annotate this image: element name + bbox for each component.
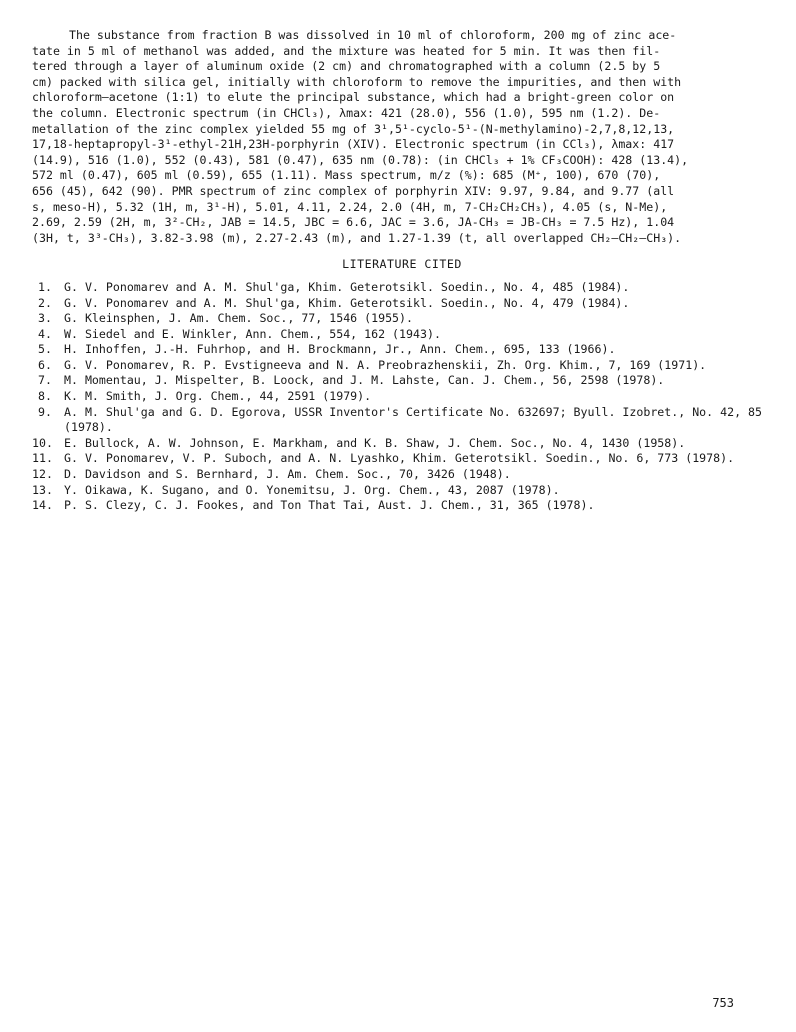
reference-number: 1. (38, 279, 52, 294)
reference-text: G. Kleinsphen, J. Am. Chem. Soc., 77, 1546 (1955). (64, 311, 414, 326)
reference-text: A. M. Shul'ga and G. D. Egorova, USSR Inventor's Certificate No. 632697; Byull. Izobret., No. 42, 85 (1978). (64, 404, 763, 435)
page-number: 753 (712, 996, 734, 1010)
body-line: cm) packed with silica gel, initially with chloroform to remove the impurities, and then with (32, 74, 682, 89)
reference-number: 4. (38, 326, 52, 341)
reference-item (32, 451, 772, 467)
reference-number: 11. (32, 451, 53, 466)
reference-text: P. S. Clezy, C. J. Fookes, and Ton That Tai, Aust. J. Chem., 31, 365 (1978). (64, 498, 595, 513)
references-title: LITERATURE CITED (342, 257, 462, 272)
reference-number: 3. (38, 311, 52, 326)
page (32, 28, 772, 514)
reference-number: 12. (32, 467, 53, 482)
reference-item (32, 498, 772, 514)
reference-text: E. Bullock, A. W. Johnson, E. Markham, and K. B. Shaw, J. Chem. Soc., No. 4, 1430 (1958). (64, 435, 686, 450)
body-line: 17,18-heptapropyl-3¹-ethyl-21H,23H-porphyrin (XIV). Electronic spectrum (in CCl₃), λmax: 417 (32, 137, 675, 152)
body-paragraph (32, 28, 772, 246)
reference-item (32, 436, 772, 452)
reference-text: H. Inhoffen, J.-H. Fuhrhop, and H. Brockmann, Jr., Ann. Chem., 695, 133 (1966). (64, 342, 616, 357)
reference-number: 13. (32, 482, 53, 497)
body-line: the column. Electronic spectrum (in CHCl₃), λmax: 421 (28.0), 556 (1.0), 595 nm (1.2). De- (32, 105, 661, 120)
reference-item (32, 389, 772, 405)
body-line: tate in 5 ml of methanol was added, and the mixture was heated for 5 min. It was then fil- (32, 43, 661, 58)
body-line: chloroform–acetone (1:1) to elute the principal substance, which had a bright-green color on (32, 90, 675, 105)
reference-item (32, 311, 772, 327)
reference-text: K. M. Smith, J. Org. Chem., 44, 2591 (1979). (64, 389, 372, 404)
reference-text: M. Momentau, J. Mispelter, B. Loock, and J. M. Lahste, Can. J. Chem., 56, 2598 (1978). (64, 373, 665, 388)
reference-item (32, 405, 772, 436)
reference-text: W. Siedel and E. Winkler, Ann. Chem., 554, 162 (1943). (64, 326, 441, 341)
reference-number: 6. (38, 357, 52, 372)
reference-text: D. Davidson and S. Bernhard, J. Am. Chem. Soc., 70, 3426 (1948). (64, 467, 511, 482)
body-line: 2.69, 2.59 (2H, m, 3²-CH₂, JAB = 14.5, JBC = 6.6, JAC = 3.6, JA-CH₃ = JB-CH₃ = 7.5 Hz), 1.04 (32, 215, 675, 230)
reference-item (32, 358, 772, 374)
body-line: 572 ml (0.47), 605 ml (0.59), 655 (1.11). Mass spectrum, m/z (%): 685 (M⁺, 100), 670 (70), (32, 168, 661, 183)
body-line: metallation of the zinc complex yielded 55 mg of 3¹,5¹-cyclo-5¹-(N-methylamino)-2,7,8,12,13, (32, 121, 675, 136)
reference-number: 2. (38, 295, 52, 310)
reference-number: 8. (38, 389, 52, 404)
reference-text: G. V. Ponomarev and A. M. Shul'ga, Khim. Geterotsikl. Soedin., No. 4, 485 (1984). (64, 279, 630, 294)
body-line: (14.9), 516 (1.0), 552 (0.43), 581 (0.47), 635 nm (0.78): (in CHCl₃ + 1% CF₃COOH): 428 (13.4), (32, 152, 689, 167)
reference-number: 9. (38, 404, 52, 419)
body-line: 656 (45), 642 (90). PMR spectrum of zinc complex of porphyrin XIV: 9.97, 9.84, and 9.77 (all (32, 183, 675, 198)
reference-text: Y. Oikawa, K. Sugano, and O. Yonemitsu, J. Org. Chem., 43, 2087 (1978). (64, 482, 560, 497)
reference-number: 5. (38, 342, 52, 357)
reference-item (32, 342, 772, 358)
body-line: (3H, t, 3³-CH₃), 3.82-3.98 (m), 2.27-2.43 (m), and 1.27-1.39 (t, all overlapped CH₂–CH₂–CH₃). (32, 230, 682, 245)
reference-list (32, 280, 772, 514)
reference-number: 7. (38, 373, 52, 388)
reference-text: G. V. Ponomarev and A. M. Shul'ga, Khim. Geterotsikl. Soedin., No. 4, 479 (1984). (64, 295, 630, 310)
reference-item (32, 327, 772, 343)
reference-item (32, 467, 772, 483)
body-line: The substance from fraction B was dissolved in 10 ml of chloroform, 200 mg of zinc ace- (69, 28, 677, 42)
reference-number: 14. (32, 498, 53, 513)
reference-number: 10. (32, 435, 53, 450)
reference-item (32, 373, 772, 389)
reference-item (32, 296, 772, 312)
reference-text: G. V. Ponomarev, R. P. Evstigneeva and N. A. Preobrazhenskii, Zh. Org. Khim., 7, 169 (1971). (64, 357, 707, 372)
body-line: tered through a layer of aluminum oxide (2 cm) and chromatographed with a column (2.5 by 5 (32, 59, 661, 74)
reference-item (32, 483, 772, 499)
reference-text: G. V. Ponomarev, V. P. Suboch, and A. N. Lyashko, Khim. Geterotsikl. Soedin., No. 6, 773 (1978). (64, 451, 735, 466)
body-line: s, meso-H), 5.32 (1H, m, 3¹-H), 5.01, 4.11, 2.24, 2.0 (4H, m, 7-CH₂CH₂CH₃), 4.05 (s, N-Me), (32, 199, 668, 214)
reference-item (32, 280, 772, 296)
